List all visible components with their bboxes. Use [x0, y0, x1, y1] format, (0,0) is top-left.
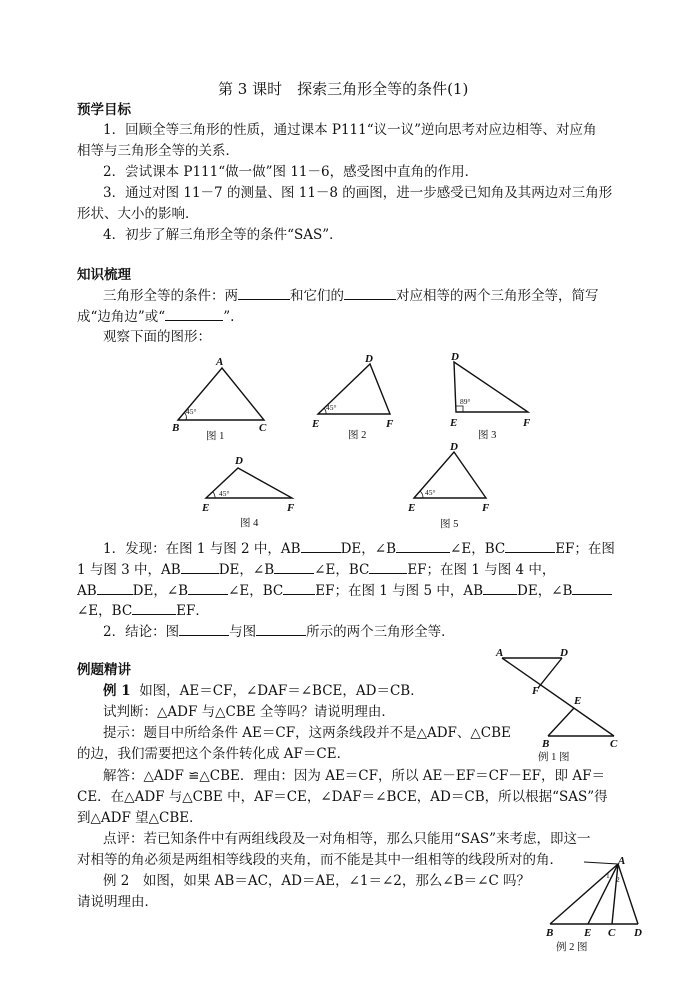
- text: EF；在图 1 与图 5 中，AB: [315, 583, 484, 599]
- figure-3: [448, 350, 548, 440]
- preview-line-3: 3．通过对图 11－7 的测量、图 11－8 的画图，进一步感受已知角及其两边对三角形: [103, 185, 613, 201]
- text: 成“边角边”或“: [77, 309, 166, 325]
- angle-1: 1: [606, 871, 610, 880]
- text: ∠E，BC: [314, 562, 370, 578]
- figure-caption: 图 5: [440, 519, 459, 530]
- point-d: D: [560, 647, 568, 659]
- example-1-note-2: 对相等的角必须是两组相等线段的夹角，而不能是其中一组相等的线段所对的角．: [77, 852, 563, 868]
- observe-text: 观察下面的图形：: [103, 329, 211, 345]
- text: DE，∠B: [132, 583, 189, 599]
- example-1-figure: [490, 646, 630, 766]
- blank[interactable]: [179, 622, 229, 636]
- preview-heading: 预学目标: [77, 102, 131, 118]
- vertex-e: E: [312, 418, 320, 430]
- vertex-e: E: [450, 417, 458, 429]
- example-1-try: 试判断：△ADF 与△CBE 全等吗？请说明理由．: [103, 704, 395, 720]
- blank[interactable]: [274, 560, 314, 574]
- blank[interactable]: [238, 286, 290, 300]
- angle-label: 45°: [425, 488, 436, 497]
- angle-arc: [420, 491, 423, 498]
- blank[interactable]: [188, 581, 228, 595]
- examples-heading: 例题精讲: [77, 662, 131, 678]
- segment-be: [548, 708, 574, 736]
- knowledge-heading: 知识梳理: [77, 267, 131, 283]
- vertex-c: C: [259, 422, 267, 434]
- example-1-hint-2: 的边，我们需要把这个条件转化成 AF＝CE．: [77, 746, 351, 762]
- example-1-hint-1: 提示：题目中所给条件 AE＝CF，这两条线段并不是△ADF、△CBE: [103, 725, 511, 741]
- text: ∠E，BC: [450, 541, 506, 557]
- text: EF．: [176, 603, 209, 619]
- figure-caption: 例 2 图: [556, 942, 588, 953]
- vertex-e: E: [202, 502, 210, 514]
- point-f: F: [532, 685, 540, 697]
- vertex-e: E: [408, 502, 416, 514]
- angle-arc: [456, 406, 463, 412]
- text: 与图: [229, 624, 257, 640]
- figure-caption: 图 4: [240, 518, 259, 529]
- text: ”.: [223, 309, 235, 325]
- figure-2: [308, 352, 408, 442]
- example-1-solution-3: 到△ADF 望△CBE．: [77, 810, 203, 826]
- angle-label: 45°: [186, 407, 197, 416]
- blank[interactable]: [369, 560, 407, 574]
- discover-row-4: [77, 601, 209, 620]
- blank[interactable]: [483, 581, 517, 595]
- preview-line-1: 1．回顾全等三角形的性质，通过课本 P111“议一议”逆向思考对应边相等、对应角: [103, 122, 597, 138]
- discover-row-1: [103, 539, 615, 558]
- vertex-d: D: [451, 351, 459, 363]
- point-d: D: [634, 927, 642, 939]
- preview-line-4: 4．初步了解三角形全等的条件“SAS”．: [103, 227, 343, 243]
- discover-row-2: [77, 560, 555, 579]
- figure-caption: 例 1 图: [538, 752, 570, 763]
- figure-5: [404, 440, 504, 530]
- blank[interactable]: [396, 539, 450, 553]
- figure-1: [168, 352, 278, 442]
- point-c: C: [610, 738, 618, 750]
- text: DE，∠B: [517, 583, 573, 599]
- preview-line-1b: 相等与三角形全等的关系．: [77, 143, 239, 159]
- example-1-note-1: 点评：若已知条件中有两组线段及一对角相等，那么只能用“SAS”来考虑，即这一: [103, 831, 591, 847]
- blank[interactable]: [344, 286, 396, 300]
- point-e: E: [584, 927, 592, 939]
- example-2-figure: [538, 852, 658, 962]
- point-a: A: [618, 855, 626, 867]
- text: 1 与图 3 中，AB: [77, 562, 181, 578]
- vertex-b: B: [172, 422, 180, 434]
- segment-df: [538, 658, 562, 688]
- text: DE，∠B: [218, 562, 275, 578]
- page-title: 第 3 课时 探索三角形全等的条件(1): [218, 80, 469, 98]
- vertex-d: D: [450, 441, 458, 453]
- example-1-solution-1: 解答：△ADF ≌△CBE．理由：因为 AE＝CF，所以 AE－EF＝CF－EF，即 AF＝: [103, 768, 605, 784]
- blank[interactable]: [256, 622, 306, 636]
- example-1-label: 例 1: [103, 683, 131, 699]
- angle-label: 45°: [326, 403, 337, 412]
- figure-4: [198, 452, 308, 532]
- text: 对应相等的两个三角形全等，简写: [396, 288, 599, 304]
- discover-row-3: [77, 581, 612, 600]
- vertex-f: F: [287, 502, 295, 514]
- point-a: A: [496, 647, 504, 659]
- text: DE，∠B: [340, 541, 397, 557]
- segment-top: [584, 862, 618, 864]
- blank[interactable]: [283, 581, 315, 595]
- example-1-solution-2: CE．在△ADF 与△CBE 中，AF＝CE，∠DAF＝∠BCE，AD＝CB，所以根据“SAS”得: [77, 789, 608, 805]
- blank[interactable]: [572, 581, 612, 595]
- vertex-f: F: [482, 502, 490, 514]
- figure-caption: 图 1: [206, 431, 225, 442]
- figure-caption: 图 2: [348, 430, 367, 441]
- text: 2．结论：图: [103, 624, 180, 640]
- text: AB: [77, 583, 97, 599]
- segment-ad: [618, 864, 638, 924]
- example-2-statement: 例 2 如图，如果 AB＝AC，AD＝AE，∠1＝∠2，那么∠B＝∠C 吗？: [103, 873, 531, 889]
- point-b: B: [546, 927, 554, 939]
- conclusion-row: [103, 622, 455, 641]
- text: 1．发现：在图 1 与图 2 中，AB: [103, 541, 301, 557]
- vertex-f: F: [386, 418, 394, 430]
- text: 和它们的: [290, 288, 344, 304]
- angle-2: 2: [616, 875, 620, 884]
- text: ∠E，BC: [228, 583, 284, 599]
- figure-caption: 图 3: [478, 430, 497, 441]
- vertex-a: A: [216, 356, 224, 368]
- blank[interactable]: [132, 601, 176, 615]
- text: 如图，AE＝CF，∠DAF＝∠BCE，AD＝CB．: [139, 683, 424, 699]
- text: 所示的两个三角形全等．: [306, 624, 455, 640]
- blank[interactable]: [181, 560, 219, 574]
- vertex-d: D: [365, 353, 373, 365]
- example-1-statement: [103, 682, 424, 700]
- text: EF；在图: [555, 541, 615, 557]
- point-c: C: [608, 927, 616, 939]
- point-b: B: [542, 738, 550, 750]
- angle-label: 45°: [219, 489, 230, 498]
- blank[interactable]: [165, 307, 223, 321]
- angle-label: 89°: [460, 397, 471, 406]
- text: EF；在图 1 与图 4 中，: [407, 562, 556, 578]
- knowledge-condition-line2: [77, 307, 234, 326]
- preview-line-3b: 形状、大小的影响．: [77, 206, 199, 222]
- text: 三角形全等的条件：两: [103, 288, 238, 304]
- blank[interactable]: [505, 539, 555, 553]
- preview-line-2: 2．尝试课本 P111“做一做”图 11－6，感受图中直角的作用．: [103, 164, 479, 180]
- angle-arc: [213, 492, 215, 498]
- knowledge-condition-line1: [103, 286, 599, 305]
- blank[interactable]: [97, 581, 133, 595]
- point-e: E: [574, 695, 582, 707]
- example-2-statement-2: 请说明理由．: [77, 894, 158, 910]
- vertex-d: D: [235, 455, 243, 467]
- blank[interactable]: [301, 539, 341, 553]
- vertex-f: F: [523, 417, 531, 429]
- text: ∠E，BC: [77, 603, 133, 619]
